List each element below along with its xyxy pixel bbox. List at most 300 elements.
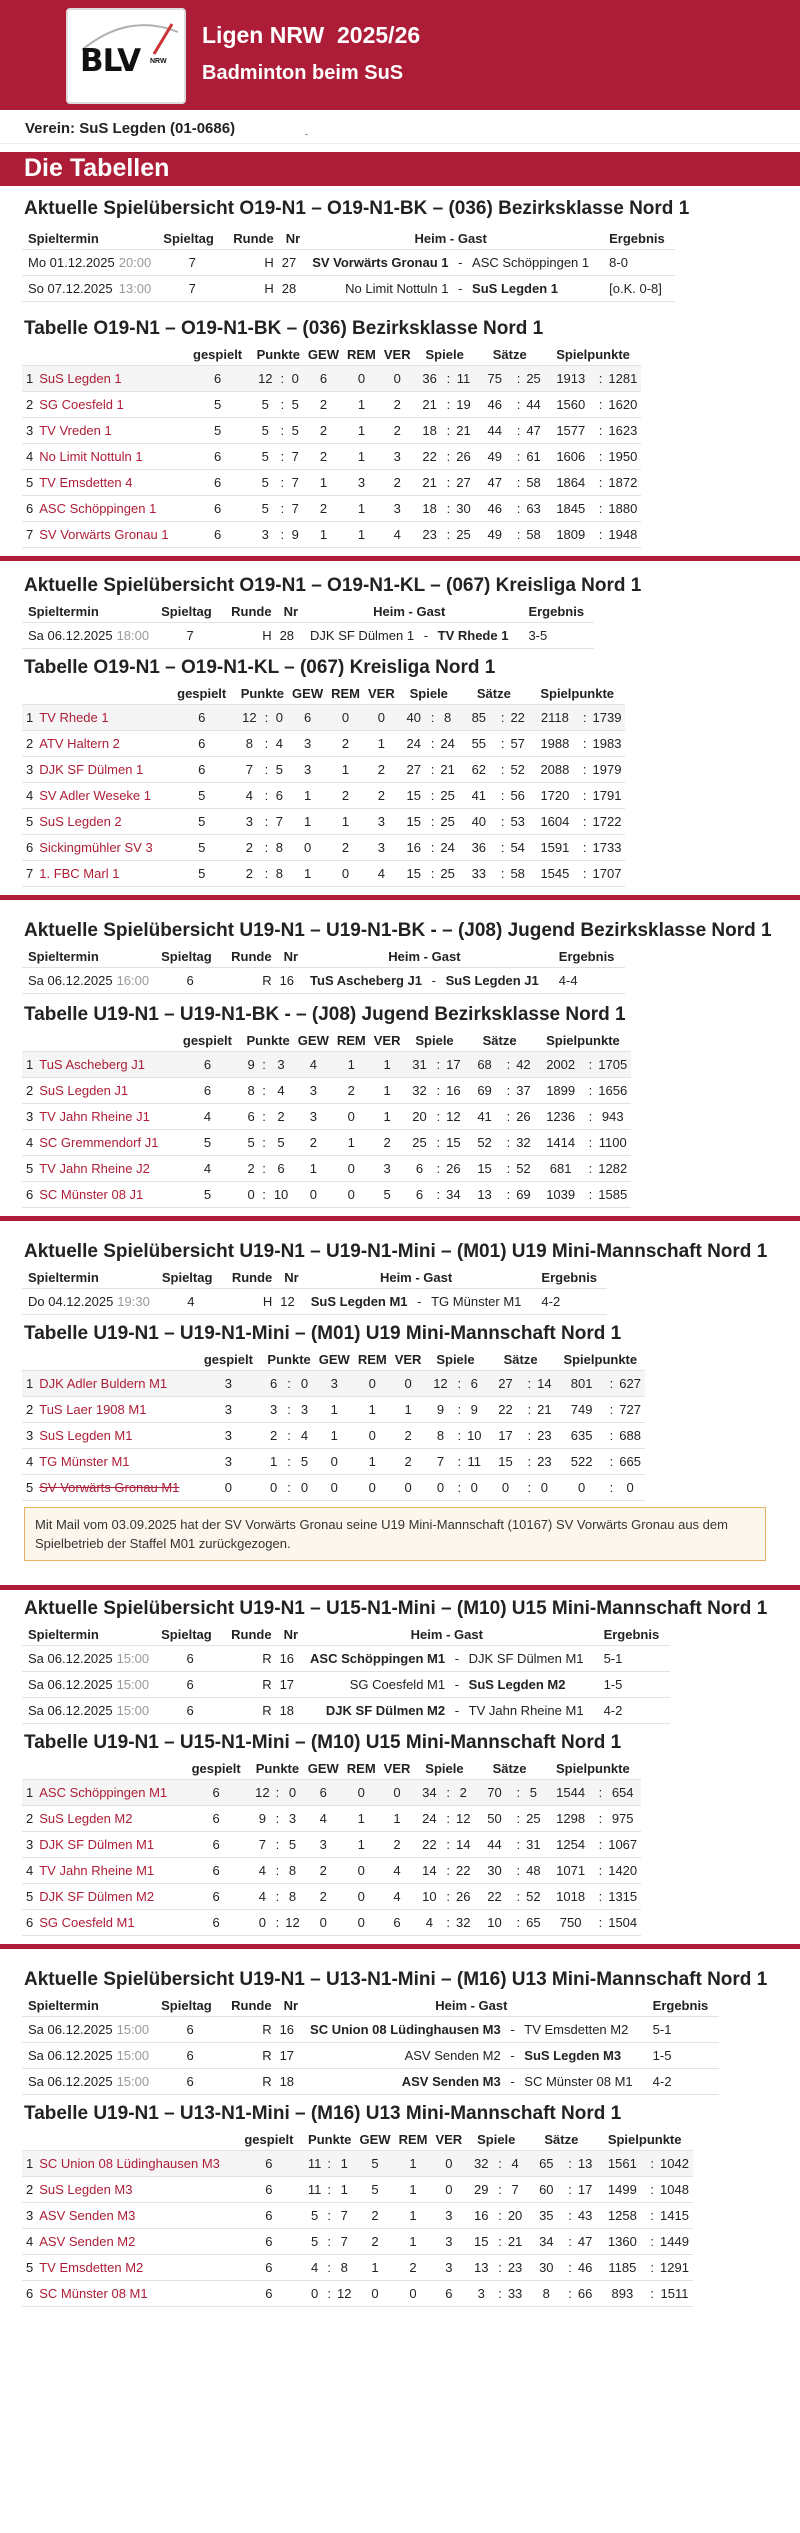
match-spieltag: 6	[155, 968, 225, 994]
games-played: 5	[167, 861, 237, 887]
rally-points-plus: 1561	[596, 2151, 648, 2177]
draws: 1	[395, 2229, 432, 2255]
team-link[interactable]: ATV Haltern 2	[37, 731, 166, 757]
match-row[interactable]	[22, 1672, 670, 1698]
games-minus: 16	[442, 1078, 464, 1104]
match-time: 15:00	[115, 1672, 156, 1698]
team-link[interactable]: TV Jahn Rheine J1	[37, 1104, 172, 1130]
sets-plus: 33	[459, 861, 499, 887]
team-link[interactable]: SuS Legden 1	[37, 366, 182, 392]
match-col-header: Spieltag	[163, 231, 214, 246]
games-plus: 16	[466, 2203, 496, 2229]
match-away[interactable]: SuS Legden M3	[518, 2043, 638, 2069]
match-away[interactable]: TV Emsdetten M2	[518, 2017, 638, 2043]
colon-sep: :	[445, 392, 453, 418]
team-link[interactable]: ASC Schöppingen 1	[37, 496, 182, 522]
rally-points-minus: 1048	[656, 2177, 693, 2203]
colon-sep: :	[581, 835, 589, 861]
colon-sep: :	[445, 470, 453, 496]
team-link[interactable]: TV Rhede 1	[37, 705, 166, 731]
games-minus: 32	[452, 1910, 474, 1936]
standings-col-header: Spielpunkte	[540, 686, 615, 701]
rally-points-minus: 1449	[656, 2229, 693, 2255]
colon-sep: :	[515, 366, 523, 392]
sets-plus: 35	[526, 2203, 566, 2229]
match-row[interactable]	[22, 250, 675, 276]
sets-plus: 44	[475, 1832, 515, 1858]
games-minus: 11	[463, 1449, 485, 1475]
match-away[interactable]: DJK SF Dülmen M1	[463, 1646, 590, 1672]
colon-sep: :	[608, 1449, 616, 1475]
games-plus: 14	[414, 1858, 444, 1884]
standings-table	[22, 344, 641, 548]
colon-sep: :	[597, 522, 605, 548]
colon-sep: :	[325, 2177, 333, 2203]
team-link[interactable]: TV Vreden 1	[37, 418, 182, 444]
team-link[interactable]: SV Adler Weseke 1	[37, 783, 166, 809]
colon-sep: :	[278, 366, 287, 392]
team-link[interactable]: SuS Legden M1	[37, 1423, 193, 1449]
standings-row	[22, 1078, 631, 1104]
match-away[interactable]: SuS Legden M2	[463, 1672, 590, 1698]
games-minus: 25	[452, 522, 474, 548]
sets-plus: 8	[526, 2281, 566, 2307]
games-played: 3	[193, 1397, 263, 1423]
team-link[interactable]: TV Jahn Rheine M1	[37, 1858, 181, 1884]
games-plus: 21	[415, 470, 445, 496]
colon-sep: :	[648, 2177, 656, 2203]
match-col-header: Nr	[283, 1998, 299, 2013]
match-row[interactable]	[22, 2043, 719, 2069]
team-link[interactable]: SC Münster 08 M1	[37, 2281, 234, 2307]
colon-sep: :	[274, 1832, 282, 1858]
match-col-header: Spieltermin	[28, 231, 99, 246]
sets-plus: 49	[475, 522, 515, 548]
standings-col-header: gespielt	[244, 2132, 294, 2147]
match-time: 19:30	[115, 1289, 156, 1315]
games-played: 4	[172, 1104, 242, 1130]
colon-sep: :	[597, 1832, 605, 1858]
standings-rank: 3	[22, 757, 37, 783]
team-link[interactable]: DJK Adler Buldern M1	[37, 1371, 193, 1397]
rally-points-plus: 1544	[545, 1780, 597, 1806]
team-link[interactable]: TV Jahn Rheine J2	[37, 1156, 172, 1182]
colon-sep: :	[505, 1182, 513, 1208]
wins: 2	[356, 2203, 395, 2229]
colon-sep: :	[262, 731, 271, 757]
wins: 3	[304, 1832, 343, 1858]
losses: 2	[380, 392, 415, 418]
standings-rank: 6	[22, 835, 37, 861]
points-plus: 12	[251, 1780, 273, 1806]
match-col-header: Runde	[233, 231, 274, 246]
match-away[interactable]: TV Rhede 1	[432, 623, 515, 649]
team-link[interactable]: DJK SF Dülmen M2	[37, 1884, 181, 1910]
draws: 0	[343, 366, 380, 392]
team-link[interactable]: TuS Laer 1908 M1	[37, 1397, 193, 1423]
games-minus: 34	[442, 1182, 464, 1208]
sets-minus: 13	[574, 2151, 596, 2177]
losses: 1	[380, 1806, 415, 1832]
team-link[interactable]: SG Coesfeld 1	[37, 392, 182, 418]
team-link[interactable]: DJK SF Dülmen M1	[37, 1832, 181, 1858]
match-home[interactable]: DJK SF Dülmen 1	[304, 623, 420, 649]
colon-sep: :	[444, 1806, 452, 1832]
match-date: Sa 06.12.2025	[22, 1672, 115, 1698]
verein-text: Verein: SuS Legden (01-0686)	[25, 120, 236, 137]
team-link[interactable]: ASV Senden M2	[37, 2229, 234, 2255]
games-plus: 21	[415, 392, 445, 418]
wins: 5	[356, 2151, 395, 2177]
games-minus: 15	[442, 1130, 464, 1156]
sets-minus: 46	[574, 2255, 596, 2281]
standings-row	[22, 2255, 693, 2281]
match-home[interactable]: DJK SF Dülmen M2	[304, 1698, 451, 1724]
points-plus: 4	[304, 2255, 326, 2281]
wins: 6	[304, 366, 343, 392]
colon-sep: :	[515, 1832, 523, 1858]
wins: 1	[288, 809, 327, 835]
colon-sep: :	[262, 705, 271, 731]
colon-sep: :	[499, 835, 507, 861]
sets-plus: 65	[526, 2151, 566, 2177]
sets-minus: 14	[533, 1371, 555, 1397]
sets-minus: 48	[522, 1858, 544, 1884]
match-date: Sa 06.12.2025	[22, 1646, 115, 1672]
match-row[interactable]	[22, 276, 675, 302]
standings-col-header: GEW	[297, 1033, 329, 1048]
wins: 3	[294, 1104, 333, 1130]
rally-points-minus: 1722	[589, 809, 626, 835]
team-link[interactable]: ASC Schöppingen M1	[37, 1780, 181, 1806]
wins: 1	[304, 470, 343, 496]
games-minus: 4	[504, 2151, 526, 2177]
colon-sep: :	[445, 444, 453, 470]
draws: 2	[327, 835, 364, 861]
colon-sep: :	[587, 1078, 595, 1104]
match-home[interactable]: TuS Ascheberg J1	[304, 968, 428, 994]
league-section	[0, 1590, 800, 1936]
match-home[interactable]: ASC Schöppingen M1	[304, 1646, 451, 1672]
standings-rank: 3	[22, 1832, 37, 1858]
colon-sep: :	[515, 496, 523, 522]
team-link[interactable]: TG Münster M1	[37, 1449, 193, 1475]
points-minus: 7	[333, 2229, 355, 2255]
games-played: 6	[181, 1858, 251, 1884]
games-played: 6	[167, 705, 237, 731]
colon-sep: :	[274, 1806, 282, 1832]
sets-plus: 40	[459, 809, 499, 835]
match-away[interactable]: SuS Legden 1	[466, 276, 595, 302]
team-link[interactable]: SuS Legden M3	[37, 2177, 234, 2203]
games-played: 6	[234, 2177, 304, 2203]
match-home[interactable]: SuS Legden M1	[305, 1289, 414, 1315]
match-away[interactable]: ASC Schöppingen 1	[466, 250, 595, 276]
match-col-header: Runde	[231, 1998, 272, 2013]
team-link[interactable]: No Limit Nottuln 1	[37, 444, 182, 470]
match-away[interactable]: SC Münster 08 M1	[518, 2069, 638, 2095]
rally-points-minus: 1948	[604, 522, 641, 548]
sets-plus: 0	[486, 1475, 526, 1501]
colon-sep: :	[274, 1884, 282, 1910]
games-plus: 22	[415, 444, 445, 470]
games-minus: 19	[452, 392, 474, 418]
games-plus: 25	[404, 1130, 434, 1156]
standings-col-header: Sätze	[544, 2132, 579, 2147]
standings-rank-header	[22, 344, 183, 366]
colon-sep: :	[434, 1078, 442, 1104]
match-away[interactable]: TG Münster M1	[425, 1289, 527, 1315]
colon-sep: :	[274, 1858, 282, 1884]
standings-col-header: Sätze	[503, 1352, 538, 1367]
games-played: 6	[181, 1884, 251, 1910]
match-away[interactable]: TV Jahn Rheine M1	[463, 1698, 590, 1724]
team-link[interactable]: TuS Ascheberg J1	[37, 1052, 172, 1078]
games-minus: 26	[452, 1884, 474, 1910]
games-played: 6	[234, 2281, 304, 2307]
colon-sep: :	[597, 1780, 605, 1806]
standings-col-header: Spielpunkte	[563, 1352, 638, 1367]
sets-minus: 23	[533, 1423, 555, 1449]
colon-sep: :	[566, 2177, 574, 2203]
colon-sep: :	[499, 783, 507, 809]
games-played: 6	[234, 2151, 304, 2177]
points-minus: 8	[333, 2255, 355, 2281]
rally-points-plus: 1545	[529, 861, 581, 887]
match-col-header: Runde	[231, 604, 272, 619]
match-away[interactable]: SuS Legden J1	[440, 968, 545, 994]
wins: 1	[294, 1156, 333, 1182]
draws: 0	[343, 1910, 380, 1936]
games-plus: 0	[425, 1475, 455, 1501]
standings-col-header: Spiele	[415, 1033, 454, 1048]
games-played: 5	[183, 418, 253, 444]
sets-plus: 22	[475, 1884, 515, 1910]
match-home[interactable]: SC Union 08 Lüdinghausen M3	[304, 2017, 507, 2043]
tables-banner: Die Tabellen	[0, 152, 800, 186]
colon-sep: :	[434, 1052, 442, 1078]
match-row[interactable]	[22, 1289, 607, 1315]
colon-sep: :	[496, 2151, 504, 2177]
colon-sep: :	[284, 1371, 294, 1397]
colon-sep: :	[445, 366, 453, 392]
team-link[interactable]: DJK SF Dülmen 1	[37, 757, 166, 783]
team-link[interactable]: SG Coesfeld M1	[37, 1910, 181, 1936]
match-col-header: Heim - Gast	[379, 1270, 453, 1285]
team-link[interactable]: SuS Legden J1	[37, 1078, 172, 1104]
team-link[interactable]: 1. FBC Marl 1	[37, 861, 166, 887]
sets-minus: 26	[512, 1104, 534, 1130]
colon-sep: :	[278, 444, 287, 470]
team-link[interactable]: ASV Senden M3	[37, 2203, 234, 2229]
sets-plus: 49	[475, 444, 515, 470]
team-link[interactable]: SC Union 08 Lüdinghausen M3	[37, 2151, 234, 2177]
games-minus: 24	[436, 731, 458, 757]
points-plus: 12	[253, 366, 278, 392]
match-spieltag: 6	[155, 2069, 225, 2095]
standings-rank: 3	[22, 418, 37, 444]
points-plus: 6	[242, 1104, 259, 1130]
team-link[interactable]: Sickingmühler SV 3	[37, 835, 166, 861]
standings-col-header: VER	[394, 1352, 422, 1367]
match-row[interactable]	[22, 623, 594, 649]
wins: 2	[304, 444, 343, 470]
match-runde: R	[225, 968, 277, 994]
match-sep: -	[420, 623, 432, 649]
wins: 0	[356, 2281, 395, 2307]
points-plus: 9	[242, 1052, 259, 1078]
points-plus: 0	[263, 1475, 284, 1501]
sets-plus: 46	[475, 496, 515, 522]
standings-col-header: gespielt	[193, 347, 243, 362]
standings-rank: 2	[22, 1078, 37, 1104]
losses: 3	[364, 835, 399, 861]
standings-row	[22, 1475, 645, 1501]
match-nr: 27	[280, 250, 306, 276]
rally-points-plus: 2088	[529, 757, 581, 783]
rally-points-plus: 1236	[535, 1104, 587, 1130]
match-home[interactable]: No Limit Nottuln 1	[306, 276, 454, 302]
standings-row	[22, 1910, 641, 1936]
tabelle-title: Tabelle U19-N1 – U13-N1-Mini – (M16) U13 Mini-Mannschaft Nord 1	[24, 2103, 622, 2124]
match-table	[22, 1624, 670, 1724]
points-minus: 5	[271, 757, 288, 783]
sections-container	[0, 186, 800, 2307]
standings-row	[22, 496, 641, 522]
colon-sep: :	[648, 2229, 656, 2255]
points-plus: 2	[263, 1423, 284, 1449]
standings-row	[22, 2203, 693, 2229]
colon-sep: :	[566, 2151, 574, 2177]
standings-rank: 5	[22, 2255, 37, 2281]
standings-row	[22, 1104, 631, 1130]
match-col-header: Ergebnis	[652, 1998, 709, 2013]
match-home[interactable]: ASV Senden M3	[304, 2069, 507, 2095]
games-minus: 7	[504, 2177, 526, 2203]
team-link[interactable]: TV Emsdetten M2	[37, 2255, 234, 2281]
colon-sep: :	[429, 731, 437, 757]
team-link[interactable]: SuS Legden M2	[37, 1806, 181, 1832]
points-minus: 3	[294, 1397, 315, 1423]
losses: 3	[370, 1156, 405, 1182]
losses: 4	[364, 861, 399, 887]
team-link[interactable]: SV Vorwärts Gronau M1	[37, 1475, 193, 1501]
sets-plus: 36	[459, 835, 499, 861]
match-result: [o.K. 0-8]	[595, 276, 675, 302]
rally-points-plus: 1360	[596, 2229, 648, 2255]
divider-dot	[305, 134, 308, 135]
colon-sep: :	[505, 1078, 513, 1104]
colon-sep: :	[608, 1475, 616, 1501]
verein-label	[0, 110, 800, 144]
points-plus: 6	[263, 1371, 284, 1397]
sets-plus: 17	[486, 1423, 526, 1449]
points-minus: 0	[271, 705, 288, 731]
colon-sep: :	[499, 731, 507, 757]
standings-col-header: gespielt	[177, 686, 227, 701]
match-col-header: Heim - Gast	[414, 231, 487, 246]
sets-plus: 44	[475, 418, 515, 444]
match-row[interactable]	[22, 1646, 670, 1672]
team-link[interactable]: SC Münster 08 J1	[37, 1182, 172, 1208]
match-row[interactable]	[22, 1698, 670, 1724]
match-col-header: Runde	[231, 1270, 273, 1285]
team-link[interactable]: SV Vorwärts Gronau 1	[37, 522, 182, 548]
colon-sep: :	[284, 1475, 294, 1501]
rally-points-minus: 1100	[594, 1130, 631, 1156]
team-link[interactable]: SuS Legden 2	[37, 809, 166, 835]
match-home[interactable]: SV Vorwärts Gronau 1	[306, 250, 454, 276]
points-minus: 5	[281, 1832, 303, 1858]
wins: 0	[288, 835, 327, 861]
standings-row	[22, 1052, 631, 1078]
team-link[interactable]: TV Emsdetten 4	[37, 470, 182, 496]
rally-points-plus: 1591	[529, 835, 581, 861]
colon-sep: :	[587, 1052, 595, 1078]
draws: 0	[395, 2281, 432, 2307]
points-plus: 3	[237, 809, 262, 835]
standings-col-header: GEW	[307, 1761, 339, 1776]
league-section	[0, 186, 800, 548]
tabelle-title: Tabelle U19-N1 – U19-N1-Mini – (M01) U19 Mini-Mannschaft Nord 1	[24, 1323, 622, 1344]
match-col-header: Heim - Gast	[388, 949, 461, 964]
match-row[interactable]	[22, 968, 625, 994]
colon-sep: :	[515, 1858, 523, 1884]
match-col-header: Ergebnis	[603, 1627, 660, 1642]
points-minus: 8	[271, 835, 288, 861]
standings-row	[22, 1423, 645, 1449]
standings-rank: 1	[22, 705, 37, 731]
losses: 1	[370, 1104, 405, 1130]
match-sep: -	[507, 2043, 519, 2069]
match-spieltag: 6	[155, 1646, 225, 1672]
match-col-header: Spieltag	[161, 1270, 213, 1285]
standings-row	[22, 1858, 641, 1884]
wins: 1	[288, 783, 327, 809]
colon-sep: :	[526, 1449, 534, 1475]
rally-points-minus: 975	[604, 1806, 641, 1832]
points-minus: 0	[287, 366, 304, 392]
standings-col-header: Sätze	[492, 1761, 527, 1776]
match-col-header: Nr	[285, 231, 301, 246]
match-row[interactable]	[22, 2069, 719, 2095]
colon-sep: :	[499, 757, 507, 783]
match-row[interactable]	[22, 2017, 719, 2043]
rally-points-minus: 665	[615, 1449, 645, 1475]
colon-sep: :	[429, 809, 437, 835]
points-minus: 4	[268, 1078, 293, 1104]
colon-sep: :	[325, 2203, 333, 2229]
match-home[interactable]: SG Coesfeld M1	[304, 1672, 451, 1698]
points-plus: 5	[304, 2229, 326, 2255]
sets-plus: 27	[486, 1371, 526, 1397]
sets-minus: 69	[512, 1182, 534, 1208]
games-minus: 9	[463, 1397, 485, 1423]
match-home[interactable]: ASV Senden M2	[304, 2043, 507, 2069]
games-played: 6	[183, 522, 253, 548]
sets-plus: 13	[465, 1182, 505, 1208]
points-minus: 3	[281, 1806, 303, 1832]
games-played: 6	[181, 1780, 251, 1806]
standings-rank: 7	[22, 522, 37, 548]
blv-logo	[66, 8, 186, 104]
colon-sep: :	[325, 2151, 333, 2177]
team-link[interactable]: SC Gremmendorf J1	[37, 1130, 172, 1156]
games-plus: 15	[466, 2229, 496, 2255]
colon-sep: :	[429, 783, 437, 809]
standings-col-header: VER	[383, 1761, 411, 1776]
games-played: 6	[234, 2229, 304, 2255]
